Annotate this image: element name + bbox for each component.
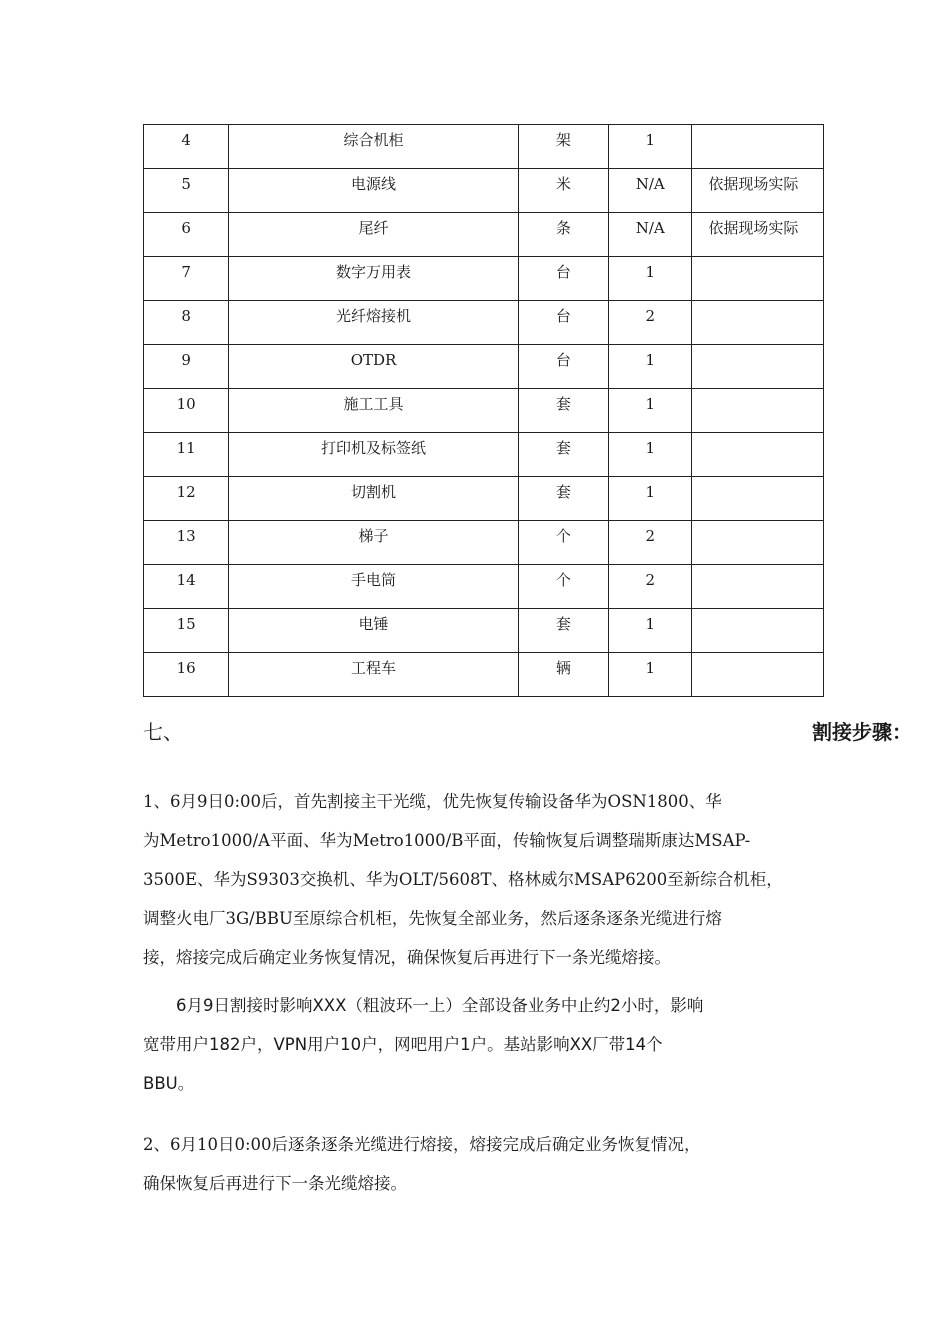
cell-name: 施工工具 (229, 389, 518, 433)
paragraph-impact (143, 986, 823, 1103)
cell-note (692, 301, 824, 345)
cell-name: 数字万用表 (229, 257, 518, 301)
cell-qty: 1 (609, 477, 692, 521)
cell-unit: 台 (518, 301, 608, 345)
cell-name: 电源线 (229, 169, 518, 213)
cell-no: 7 (144, 257, 229, 301)
cell-unit: 套 (518, 433, 608, 477)
cell-name: 打印机及标签纸 (229, 433, 518, 477)
paragraph-line: 确保恢复后再进行下一条光缆熔接。 (143, 1174, 407, 1193)
cell-qty: 1 (609, 125, 692, 169)
paragraph-line: 宽带用户182户，VPN用户10户，网吧用户1户。基站影响XX厂带14个 (143, 1035, 663, 1054)
paragraph-line: 为Metro1000/A平面、华为Metro1000/B平面，传输恢复后调整瑞斯康达MSAP- (143, 831, 751, 850)
cell-name: 工程车 (229, 653, 518, 697)
cell-no: 6 (144, 213, 229, 257)
equipment-table (143, 124, 824, 697)
cell-note (692, 609, 824, 653)
cell-note (692, 433, 824, 477)
cell-no: 10 (144, 389, 229, 433)
cell-note (692, 521, 824, 565)
cell-qty: 1 (609, 389, 692, 433)
cell-name: 综合机柜 (229, 125, 518, 169)
cell-no: 15 (144, 609, 229, 653)
cell-qty: 1 (609, 653, 692, 697)
table-row (144, 389, 824, 433)
cell-note (692, 389, 824, 433)
cell-unit: 条 (518, 213, 608, 257)
cell-qty: N/A (609, 169, 692, 213)
cell-qty: 1 (609, 345, 692, 389)
table-row (144, 609, 824, 653)
cell-name: OTDR (229, 345, 518, 389)
cell-no: 13 (144, 521, 229, 565)
cell-no: 11 (144, 433, 229, 477)
table-row (144, 477, 824, 521)
cell-no: 12 (144, 477, 229, 521)
cell-unit: 个 (518, 521, 608, 565)
table-row (144, 301, 824, 345)
table-row (144, 169, 824, 213)
paragraph-line: 2、6月10日0:00后逐条逐条光缆进行熔接，熔接完成后确定业务恢复情况， (143, 1135, 701, 1154)
equipment-table-body (144, 125, 824, 697)
cell-no: 4 (144, 125, 229, 169)
cell-no: 8 (144, 301, 229, 345)
cell-name: 梯子 (229, 521, 518, 565)
cell-note (692, 653, 824, 697)
cell-unit: 台 (518, 345, 608, 389)
cell-qty: 2 (609, 301, 692, 345)
paragraph-line: 调整火电厂3G/BBU至原综合机柜，先恢复全部业务，然后逐条逐条光缆进行熔 (143, 909, 722, 928)
cell-qty: 2 (609, 521, 692, 565)
cell-unit: 辆 (518, 653, 608, 697)
paragraph-step-2 (143, 1125, 823, 1203)
cell-qty: 1 (609, 257, 692, 301)
cell-note: 依据现场实际 (692, 169, 824, 213)
table-row (144, 653, 824, 697)
cell-no: 5 (144, 169, 229, 213)
cell-name: 光纤熔接机 (229, 301, 518, 345)
cell-name: 手电筒 (229, 565, 518, 609)
cell-qty: 2 (609, 565, 692, 609)
section-number: 七、 (143, 720, 183, 744)
table-row (144, 565, 824, 609)
cell-name: 切割机 (229, 477, 518, 521)
cell-unit: 套 (518, 609, 608, 653)
cell-unit: 台 (518, 257, 608, 301)
cell-note (692, 477, 824, 521)
cell-qty: 1 (609, 433, 692, 477)
cell-unit: 米 (518, 169, 608, 213)
table-row (144, 125, 824, 169)
cell-unit: 个 (518, 565, 608, 609)
table-row (144, 521, 824, 565)
table-row (144, 345, 824, 389)
cell-name: 电锤 (229, 609, 518, 653)
cell-note: 依据现场实际 (692, 213, 824, 257)
paragraph-line: BBU。 (143, 1074, 195, 1093)
cell-no: 9 (144, 345, 229, 389)
paragraph-line: 1、6月9日0:00后，首先割接主干光缆，优先恢复传输设备华为OSN1800、华 (143, 792, 722, 811)
paragraph-step-1 (143, 782, 823, 977)
table-row (144, 257, 824, 301)
paragraph-line: 接，熔接完成后确定业务恢复情况，确保恢复后再进行下一条光缆熔接。 (143, 948, 671, 967)
cell-no: 16 (144, 653, 229, 697)
table-row (144, 433, 824, 477)
cell-note (692, 565, 824, 609)
paragraph-line: 6月9日割接时影响XXX（粗波环一上）全部设备业务中止约2小时，影响 (143, 996, 704, 1015)
paragraph-line: 3500E、华为S9303交换机、华为OLT/5608T、格林威尔MSAP6200至新综合机柜， (143, 870, 783, 889)
cell-name: 尾纤 (229, 213, 518, 257)
cell-unit: 套 (518, 477, 608, 521)
cell-note (692, 345, 824, 389)
table-row (144, 213, 824, 257)
cell-qty: 1 (609, 609, 692, 653)
cell-no: 14 (144, 565, 229, 609)
cell-qty: N/A (609, 213, 692, 257)
section-title: 割接步骤： (812, 720, 912, 744)
cell-unit: 架 (518, 125, 608, 169)
cell-note (692, 125, 824, 169)
cell-note (692, 257, 824, 301)
cell-unit: 套 (518, 389, 608, 433)
